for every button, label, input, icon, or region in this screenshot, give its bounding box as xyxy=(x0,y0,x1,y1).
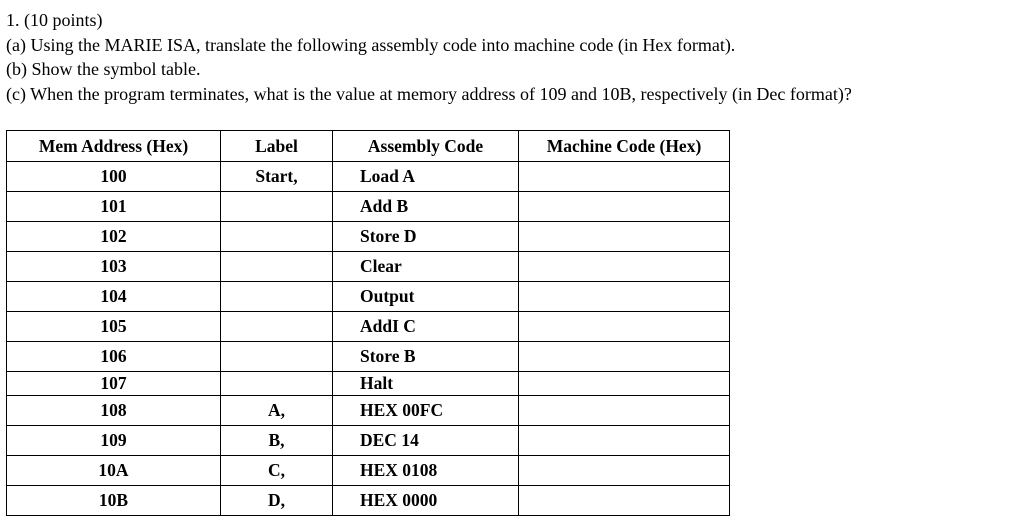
assembly-text: Add B xyxy=(360,196,409,216)
cell-label xyxy=(221,312,333,342)
cell-label: B, xyxy=(221,426,333,456)
cell-address: 10A xyxy=(7,456,221,486)
table-row xyxy=(7,396,730,426)
cell-assembly xyxy=(333,372,519,396)
table-row xyxy=(7,486,730,516)
cell-label: C, xyxy=(221,456,333,486)
question-part-b: (b) Show the symbol table. xyxy=(6,59,201,79)
assembly-text: DEC 14 xyxy=(360,430,419,450)
cell-machine-code[interactable] xyxy=(519,342,730,372)
cell-address: 109 xyxy=(7,426,221,456)
cell-machine-code[interactable] xyxy=(519,372,730,396)
table-row xyxy=(7,342,730,372)
cell-address: 100 xyxy=(7,162,221,192)
cell-machine-code[interactable] xyxy=(519,222,730,252)
table-row xyxy=(7,426,730,456)
cell-assembly xyxy=(333,162,519,192)
cell-address: 102 xyxy=(7,222,221,252)
question-title: 1. (10 points) xyxy=(6,10,103,30)
cell-address: 108 xyxy=(7,396,221,426)
cell-assembly xyxy=(333,312,519,342)
assembly-text: Store D xyxy=(360,226,417,246)
cell-label xyxy=(221,252,333,282)
cell-label: Start, xyxy=(221,162,333,192)
question-part-c: (c) When the program terminates, what is the value at memory address of 109 and 10B, respectively (in Dec format)? xyxy=(6,83,852,104)
cell-label xyxy=(221,192,333,222)
cell-label xyxy=(221,282,333,312)
table-header-row xyxy=(7,131,730,162)
cell-label xyxy=(221,342,333,372)
cell-machine-code[interactable] xyxy=(519,426,730,456)
cell-address: 106 xyxy=(7,342,221,372)
table-row xyxy=(7,162,730,192)
table-row xyxy=(7,372,730,396)
cell-label: A, xyxy=(221,396,333,426)
assembly-text: Output xyxy=(360,286,415,306)
cell-assembly xyxy=(333,426,519,456)
assembly-text: Clear xyxy=(360,256,402,276)
question-text xyxy=(6,8,1016,106)
assembly-text: HEX 0108 xyxy=(360,460,438,480)
cell-assembly xyxy=(333,396,519,426)
cell-machine-code[interactable] xyxy=(519,162,730,192)
cell-machine-code[interactable] xyxy=(519,252,730,282)
assembly-text: Halt xyxy=(360,373,394,393)
cell-machine-code[interactable] xyxy=(519,282,730,312)
header-machine-code: Machine Code (Hex) xyxy=(519,131,730,162)
table-row xyxy=(7,192,730,222)
cell-address: 101 xyxy=(7,192,221,222)
assembly-table xyxy=(6,130,730,516)
cell-address: 105 xyxy=(7,312,221,342)
header-label: Label xyxy=(221,131,333,162)
cell-address: 104 xyxy=(7,282,221,312)
cell-address: 10B xyxy=(7,486,221,516)
cell-assembly xyxy=(333,192,519,222)
cell-assembly xyxy=(333,456,519,486)
cell-assembly xyxy=(333,486,519,516)
table-row xyxy=(7,312,730,342)
cell-machine-code[interactable] xyxy=(519,396,730,426)
table-row xyxy=(7,252,730,282)
cell-machine-code[interactable] xyxy=(519,486,730,516)
cell-label xyxy=(221,372,333,396)
table-row xyxy=(7,282,730,312)
cell-machine-code[interactable] xyxy=(519,456,730,486)
cell-assembly xyxy=(333,222,519,252)
assembly-text: HEX 00FC xyxy=(360,400,444,420)
cell-label: D, xyxy=(221,486,333,516)
assembly-text: Store B xyxy=(360,346,416,366)
cell-address: 107 xyxy=(7,372,221,396)
assembly-text: HEX 0000 xyxy=(360,490,438,510)
cell-machine-code[interactable] xyxy=(519,192,730,222)
assembly-text: AddI C xyxy=(360,316,416,336)
question-part-a: (a) Using the MARIE ISA, translate the following assembly code into machine code (in Hex format). xyxy=(6,34,736,55)
cell-label xyxy=(221,222,333,252)
table-row xyxy=(7,456,730,486)
assembly-text: Load A xyxy=(360,166,415,186)
cell-assembly xyxy=(333,342,519,372)
table-row xyxy=(7,222,730,252)
cell-address: 103 xyxy=(7,252,221,282)
cell-assembly xyxy=(333,252,519,282)
header-assembly-code: Assembly Code xyxy=(333,131,519,162)
cell-machine-code[interactable] xyxy=(519,312,730,342)
cell-assembly xyxy=(333,282,519,312)
header-mem-address: Mem Address (Hex) xyxy=(7,131,221,162)
